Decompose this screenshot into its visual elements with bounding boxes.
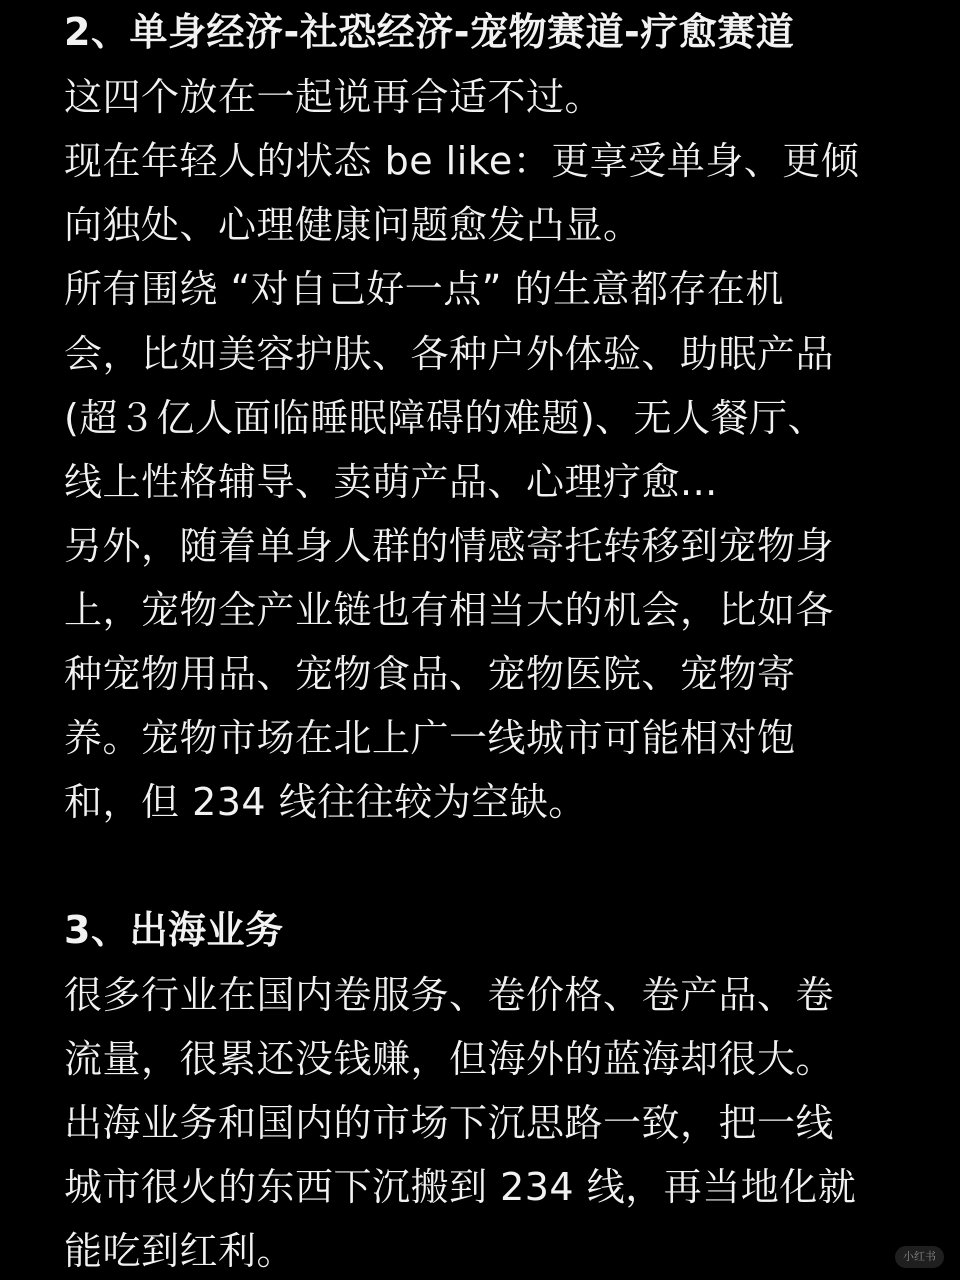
- section-3-line: 出海业务和国内的市场下沉思路一致，把一线: [64, 1101, 835, 1145]
- section-3-line: 城市很火的东西下沉搬到 234 线，再当地化就: [64, 1165, 857, 1209]
- section-2-line: 线上性格辅导、卖萌产品、心理疗愈...: [64, 460, 718, 504]
- section-2-line: 向独处、心理健康问题愈发凸显。: [64, 203, 642, 247]
- watermark-badge: 小红书: [895, 1246, 944, 1268]
- section-2-heading: 2、单身经济-社恐经济-宠物赛道-疗愈赛道: [64, 10, 795, 54]
- section-3-line: 很多行业在国内卷服务、卷价格、卷产品、卷: [64, 973, 835, 1017]
- section-2-line: 这四个放在一起说再合适不过。: [64, 75, 604, 119]
- section-2-line: 种宠物用品、宠物食品、宠物医院、宠物寄: [64, 652, 796, 696]
- section-2-line: 和，但 234 线往往较为空缺。: [64, 780, 587, 824]
- section-2-line: 所有围绕 “对自己好一点” 的生意都存在机: [64, 267, 785, 311]
- section-2-line: 养。宠物市场在北上广一线城市可能相对饱: [64, 716, 796, 760]
- section-3-line: 流量，很累还没钱赚，但海外的蓝海却很大。: [64, 1037, 835, 1081]
- section-2-line: 现在年轻人的状态 be like：更享受单身、更倾: [64, 139, 860, 183]
- section-2-line: (超３亿人面临睡眠障碍的难题)、无人餐厅、: [64, 396, 827, 440]
- section-3-heading: 3、出海业务: [64, 908, 284, 952]
- section-2-line: 会，比如美容护肤、各种户外体验、助眠产品: [64, 332, 835, 376]
- section-2-line: 上，宠物全产业链也有相当大的机会，比如各: [64, 588, 835, 632]
- section-2-line: 另外，随着单身人群的情感寄托转移到宠物身: [64, 524, 835, 568]
- section-3-line: 能吃到红利。: [64, 1229, 296, 1273]
